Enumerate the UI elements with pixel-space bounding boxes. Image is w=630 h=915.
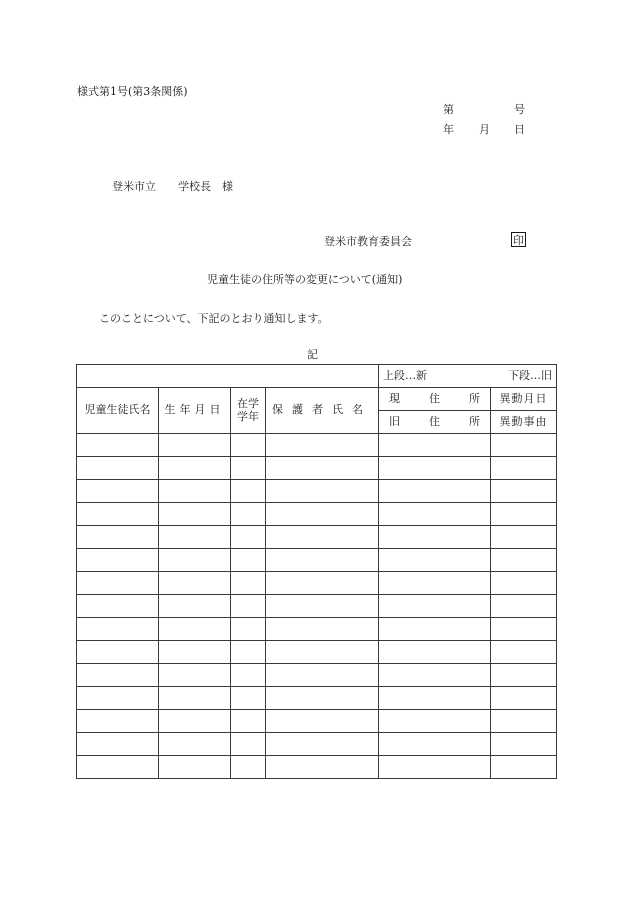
grade-cell[interactable]: [231, 756, 266, 779]
guardian-cell[interactable]: [266, 595, 379, 618]
student-name-cell[interactable]: [77, 457, 159, 480]
address-cell[interactable]: [379, 595, 491, 618]
student-name-cell[interactable]: [77, 526, 159, 549]
student-name-cell[interactable]: [77, 618, 159, 641]
student-name-cell[interactable]: [77, 572, 159, 595]
guardian-cell[interactable]: [266, 710, 379, 733]
address-cell[interactable]: [379, 687, 491, 710]
birthdate-cell[interactable]: [159, 595, 231, 618]
record-table: [76, 364, 557, 779]
address-cell[interactable]: [379, 618, 491, 641]
grade-cell[interactable]: [231, 434, 266, 457]
guardian-cell[interactable]: [266, 618, 379, 641]
date-day-label: 日: [514, 123, 525, 136]
change-info-cell[interactable]: [491, 710, 557, 733]
col-grade-line2: 学年: [237, 409, 259, 423]
student-name-cell[interactable]: [77, 595, 159, 618]
table-row: [77, 733, 557, 756]
student-name-cell[interactable]: [77, 641, 159, 664]
birthdate-cell[interactable]: [159, 710, 231, 733]
birthdate-cell[interactable]: [159, 664, 231, 687]
grade-cell[interactable]: [231, 710, 266, 733]
body-text: このことについて、下記のとおり通知します。: [99, 312, 329, 325]
guardian-cell[interactable]: [266, 526, 379, 549]
col-old-address-a: 旧: [389, 414, 400, 428]
student-name-cell[interactable]: [77, 687, 159, 710]
grade-cell[interactable]: [231, 641, 266, 664]
address-cell[interactable]: [379, 503, 491, 526]
legend-upper: 上段…新: [383, 368, 427, 382]
birthdate-cell[interactable]: [159, 480, 231, 503]
student-name-cell[interactable]: [77, 549, 159, 572]
address-cell[interactable]: [379, 572, 491, 595]
legend-cell: [379, 365, 557, 388]
table-row: [77, 641, 557, 664]
form-number-label: 様式第1号(第3条関係): [77, 85, 188, 98]
change-info-cell[interactable]: [491, 733, 557, 756]
birthdate-cell[interactable]: [159, 503, 231, 526]
table-row: [77, 503, 557, 526]
change-info-cell[interactable]: [491, 572, 557, 595]
table-row: [77, 687, 557, 710]
grade-cell[interactable]: [231, 733, 266, 756]
guardian-cell[interactable]: [266, 572, 379, 595]
change-info-cell[interactable]: [491, 664, 557, 687]
guardian-cell[interactable]: [266, 641, 379, 664]
table-row: [77, 664, 557, 687]
table-row: [77, 457, 557, 480]
grade-cell[interactable]: [231, 595, 266, 618]
guardian-cell[interactable]: [266, 457, 379, 480]
student-name-cell[interactable]: [77, 480, 159, 503]
guardian-cell[interactable]: [266, 664, 379, 687]
student-name-cell[interactable]: [77, 664, 159, 687]
birthdate-cell[interactable]: [159, 733, 231, 756]
change-info-cell[interactable]: [491, 618, 557, 641]
guardian-cell[interactable]: [266, 503, 379, 526]
grade-cell[interactable]: [231, 503, 266, 526]
table-row: [77, 480, 557, 503]
change-info-cell[interactable]: [491, 480, 557, 503]
table-row: [77, 595, 557, 618]
col-current-address-a: 現: [389, 391, 400, 405]
col-guardian: 保護者氏名: [266, 388, 379, 434]
col-grade-line1: 在学: [237, 397, 259, 411]
col-current-address-b: 住: [429, 391, 440, 405]
col-old-address-c: 所: [469, 414, 480, 428]
change-info-cell[interactable]: [491, 457, 557, 480]
document-title: 児童生徒の住所等の変更について(通知): [207, 273, 403, 286]
address-cell[interactable]: [379, 457, 491, 480]
col-grade: [231, 388, 266, 434]
address-cell[interactable]: [379, 641, 491, 664]
student-name-cell[interactable]: [77, 756, 159, 779]
change-info-cell[interactable]: [491, 756, 557, 779]
guardian-cell[interactable]: [266, 687, 379, 710]
address-cell[interactable]: [379, 526, 491, 549]
grade-cell[interactable]: [231, 457, 266, 480]
student-name-cell[interactable]: [77, 503, 159, 526]
addressee: 登米市立 学校長 様: [112, 180, 233, 193]
address-cell[interactable]: [379, 480, 491, 503]
legend-lower: 下段…旧: [508, 368, 552, 382]
change-info-cell[interactable]: [491, 526, 557, 549]
seal-stamp-box: 印: [513, 234, 524, 247]
col-birthdate: 生年月日: [159, 388, 231, 434]
col-current-address-c: 所: [469, 391, 480, 405]
grade-cell[interactable]: [231, 480, 266, 503]
guardian-cell[interactable]: [266, 733, 379, 756]
birthdate-cell[interactable]: [159, 687, 231, 710]
table-row: [77, 572, 557, 595]
guardian-cell[interactable]: [266, 756, 379, 779]
col-old-address: [379, 411, 491, 434]
table-row: [77, 756, 557, 779]
grade-cell[interactable]: [231, 572, 266, 595]
address-cell[interactable]: [379, 710, 491, 733]
table-row: [77, 526, 557, 549]
document-number-suffix: 号: [514, 103, 525, 116]
grade-cell[interactable]: [231, 618, 266, 641]
change-info-cell[interactable]: [491, 549, 557, 572]
guardian-cell[interactable]: [266, 480, 379, 503]
change-info-cell[interactable]: [491, 434, 557, 457]
grade-cell[interactable]: [231, 549, 266, 572]
student-name-cell[interactable]: [77, 710, 159, 733]
birthdate-cell[interactable]: [159, 618, 231, 641]
student-name-cell[interactable]: [77, 733, 159, 756]
address-cell[interactable]: [379, 434, 491, 457]
table-row: [77, 710, 557, 733]
address-cell[interactable]: [379, 549, 491, 572]
birthdate-cell[interactable]: [159, 641, 231, 664]
date-month-label: 月: [479, 123, 490, 136]
birthdate-cell[interactable]: [159, 756, 231, 779]
table-row: [77, 434, 557, 457]
student-name-cell[interactable]: [77, 434, 159, 457]
address-cell[interactable]: [379, 733, 491, 756]
birthdate-cell[interactable]: [159, 434, 231, 457]
birthdate-cell[interactable]: [159, 457, 231, 480]
address-cell[interactable]: [379, 756, 491, 779]
change-info-cell[interactable]: [491, 641, 557, 664]
header-row-1: [77, 388, 557, 411]
col-current-address: [379, 388, 491, 411]
change-info-cell[interactable]: [491, 503, 557, 526]
col-old-address-b: 住: [429, 414, 440, 428]
legend-blank-cell: [77, 365, 379, 388]
document-number-prefix: 第: [443, 103, 454, 116]
grade-cell[interactable]: [231, 687, 266, 710]
address-cell[interactable]: [379, 664, 491, 687]
table-row: [77, 618, 557, 641]
legend-row: [77, 365, 557, 388]
change-info-cell[interactable]: [491, 595, 557, 618]
col-student-name: 児童生徒氏名: [77, 388, 159, 434]
guardian-cell[interactable]: [266, 434, 379, 457]
birthdate-cell[interactable]: [159, 549, 231, 572]
ki-heading: 記: [307, 348, 318, 361]
birthdate-cell[interactable]: [159, 572, 231, 595]
change-info-cell[interactable]: [491, 687, 557, 710]
grade-cell[interactable]: [231, 664, 266, 687]
guardian-cell[interactable]: [266, 549, 379, 572]
date-year-label: 年: [443, 123, 454, 136]
table-row: [77, 549, 557, 572]
col-change-reason: 異動事由: [491, 411, 557, 434]
birthdate-cell[interactable]: [159, 526, 231, 549]
sender-name: 登米市教育委員会: [324, 235, 412, 248]
grade-cell[interactable]: [231, 526, 266, 549]
col-change-date: 異動月日: [491, 388, 557, 411]
